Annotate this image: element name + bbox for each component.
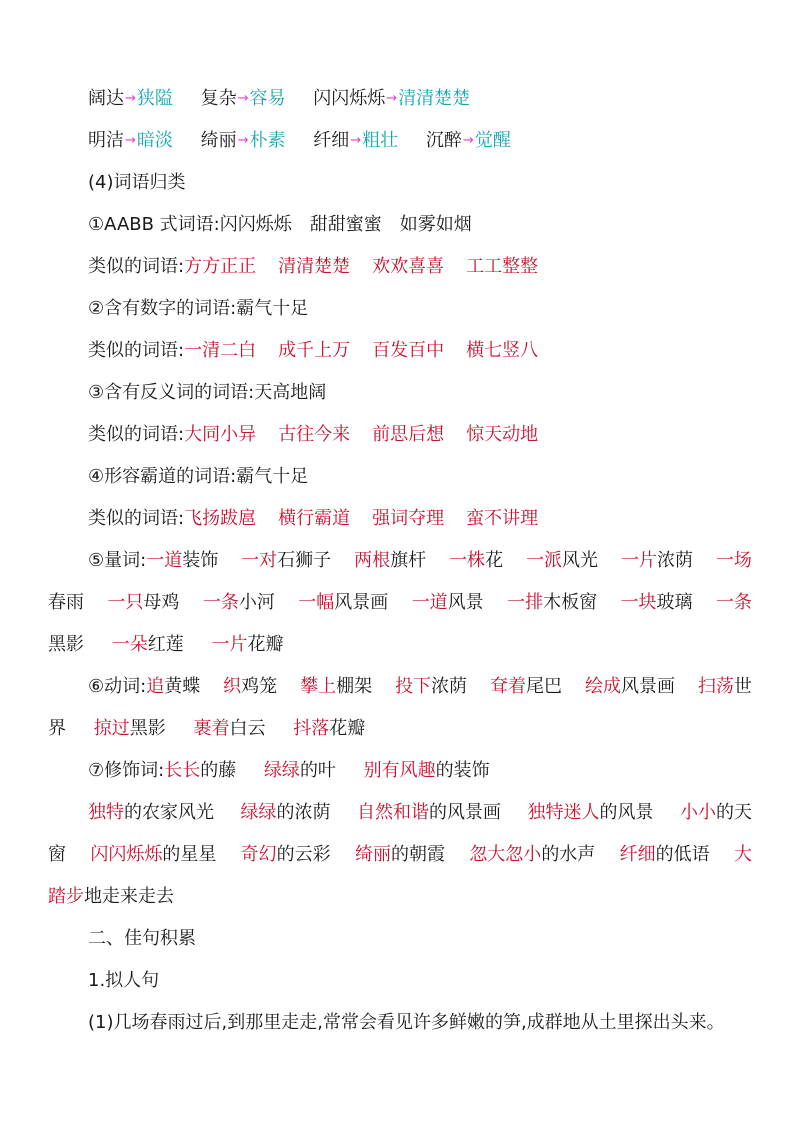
antonym-row-2 bbox=[0, 126, 800, 156]
rest: 棚架 bbox=[336, 676, 373, 697]
antonym-pair bbox=[88, 130, 173, 151]
phrase bbox=[734, 840, 752, 870]
word: 明洁 bbox=[88, 130, 124, 151]
highlight: 攀上 bbox=[300, 676, 337, 697]
phrase bbox=[680, 798, 752, 828]
highlight: 一道 bbox=[146, 550, 183, 571]
highlight: 大 bbox=[733, 844, 752, 865]
phrase bbox=[355, 840, 445, 870]
measure-words-line-2 bbox=[0, 588, 752, 618]
highlight: 投下 bbox=[395, 676, 432, 697]
rest: 花瓣 bbox=[329, 718, 366, 739]
modifiers-line-2 bbox=[0, 798, 752, 828]
highlight: 织 bbox=[223, 676, 242, 697]
phrase bbox=[88, 546, 218, 576]
arrow-icon: → bbox=[462, 133, 474, 148]
rest: 的风景 bbox=[599, 802, 654, 823]
category-bossy: ④形容霸道的词语:霸气十足 bbox=[88, 466, 309, 487]
highlight: 耷着 bbox=[490, 676, 527, 697]
arrow-icon: → bbox=[237, 133, 249, 148]
phrase bbox=[528, 798, 654, 828]
highlight: 长长 bbox=[164, 760, 201, 781]
similar-word: 方方正正 bbox=[184, 256, 257, 277]
similar-prefix: 类似的词语: bbox=[88, 256, 185, 277]
category-aabb: ①AABB 式词语:闪闪烁烁 甜甜蜜蜜 如雾如烟 bbox=[88, 214, 472, 235]
verbs-line-1 bbox=[0, 672, 752, 702]
rest: 黑影 bbox=[48, 634, 84, 655]
antonym-pair bbox=[201, 130, 286, 151]
arrow-icon: → bbox=[386, 91, 398, 106]
antonym-row-1 bbox=[0, 84, 800, 114]
phrase bbox=[223, 672, 277, 702]
phrase bbox=[469, 840, 595, 870]
rest: 的星星 bbox=[162, 844, 217, 865]
phrase bbox=[90, 840, 216, 870]
highlight: 绘成 bbox=[584, 676, 621, 697]
similar-word: 前思后想 bbox=[372, 424, 445, 445]
phrase bbox=[354, 546, 426, 576]
antonym-pair bbox=[313, 130, 398, 151]
similar-prefix: 类似的词语: bbox=[88, 508, 185, 529]
rest: 浓荫 bbox=[656, 550, 693, 571]
section-heading: (4)词语归类 bbox=[88, 172, 186, 193]
phrase bbox=[716, 546, 752, 576]
section-two-heading: 二、佳句积累 bbox=[88, 928, 196, 949]
similar-word: 古往今来 bbox=[278, 424, 351, 445]
similar-word: 飞扬跋扈 bbox=[184, 508, 257, 529]
rest: 风景画 bbox=[334, 592, 389, 613]
example-sentence: (1)几场春雨过后,到那里走走,常常会看见许多鲜嫩的笋,成群地从土里探出头来。 bbox=[88, 1012, 725, 1033]
rest: 地走来走去 bbox=[84, 886, 174, 907]
phrase bbox=[203, 588, 275, 618]
highlight: 一对 bbox=[241, 550, 278, 571]
antonym-pair bbox=[426, 130, 511, 151]
highlight: 奇幻 bbox=[240, 844, 277, 865]
antonym-word: 容易 bbox=[249, 88, 286, 109]
similar-word: 工工整整 bbox=[466, 256, 539, 277]
phrase bbox=[241, 840, 331, 870]
phrase bbox=[507, 588, 597, 618]
highlight: 一朵 bbox=[111, 634, 148, 655]
rest: 春雨 bbox=[48, 592, 84, 613]
similar-words-number bbox=[0, 336, 800, 366]
personification-heading: 1.拟人句 bbox=[88, 970, 160, 991]
antonym-word: 暗淡 bbox=[136, 130, 173, 151]
highlight: 一只 bbox=[107, 592, 144, 613]
rest: 窗 bbox=[48, 844, 66, 865]
rest: 的水声 bbox=[541, 844, 596, 865]
label: ⑥动词: bbox=[88, 676, 147, 697]
similar-word: 清清楚楚 bbox=[278, 256, 351, 277]
rest: 小河 bbox=[238, 592, 275, 613]
highlight: 闪闪烁烁 bbox=[90, 844, 163, 865]
rest: 的云彩 bbox=[276, 844, 331, 865]
word: 纤细 bbox=[313, 130, 350, 151]
phrase bbox=[698, 672, 752, 702]
arrow-icon: → bbox=[237, 91, 249, 106]
highlight: 别有风趣 bbox=[363, 760, 436, 781]
antonym-word: 清清楚楚 bbox=[398, 88, 471, 109]
rest: 木板窗 bbox=[543, 592, 598, 613]
highlight: 一株 bbox=[449, 550, 486, 571]
word: 沉醉 bbox=[425, 130, 462, 151]
antonym-pair bbox=[313, 88, 470, 109]
highlight: 一片 bbox=[620, 550, 657, 571]
highlight: 绿绿 bbox=[263, 760, 300, 781]
similar-word: 百发百中 bbox=[372, 340, 445, 361]
label: ⑦修饰词: bbox=[88, 760, 165, 781]
rest: 风景 bbox=[447, 592, 484, 613]
highlight: 纤细 bbox=[619, 844, 656, 865]
word: 绮丽 bbox=[200, 130, 237, 151]
rest: 的叶 bbox=[299, 760, 336, 781]
category-antonym: ③含有反义词的词语:天高地阔 bbox=[88, 382, 327, 403]
rest: 的朝霞 bbox=[390, 844, 445, 865]
rest: 风景画 bbox=[620, 676, 675, 697]
highlight: 追 bbox=[146, 676, 165, 697]
antonym-word: 粗壮 bbox=[362, 130, 399, 151]
word: 复杂 bbox=[200, 88, 237, 109]
similar-word: 成千上万 bbox=[278, 340, 351, 361]
highlight: 踏步 bbox=[48, 886, 84, 907]
phrase bbox=[490, 672, 562, 702]
highlight: 忽大忽小 bbox=[469, 844, 542, 865]
highlight: 抖落 bbox=[293, 718, 330, 739]
antonym-pair bbox=[201, 88, 286, 109]
phrase bbox=[620, 840, 710, 870]
phrase bbox=[395, 672, 467, 702]
rest: 花瓣 bbox=[247, 634, 284, 655]
similar-word: 大同小异 bbox=[184, 424, 257, 445]
highlight: 独特迷人 bbox=[527, 802, 600, 823]
highlight: 一道 bbox=[411, 592, 448, 613]
phrase bbox=[88, 798, 214, 828]
phrase bbox=[526, 546, 598, 576]
phrase bbox=[585, 672, 675, 702]
rest: 装饰 bbox=[182, 550, 219, 571]
rest: 的低语 bbox=[655, 844, 710, 865]
highlight: 小小 bbox=[680, 802, 716, 823]
highlight: 一场 bbox=[715, 550, 752, 571]
word: 闪闪烁烁 bbox=[313, 88, 386, 109]
similar-prefix: 类似的词语: bbox=[88, 340, 185, 361]
similar-word: 强词夺理 bbox=[372, 508, 445, 529]
similar-word: 蛮不讲理 bbox=[466, 508, 539, 529]
phrase bbox=[241, 798, 331, 828]
highlight: 一排 bbox=[507, 592, 544, 613]
rest: 鸡笼 bbox=[241, 676, 278, 697]
similar-prefix: 类似的词语: bbox=[88, 424, 185, 445]
highlight: 独特 bbox=[88, 802, 124, 823]
rest: 石狮子 bbox=[277, 550, 332, 571]
similar-word: 横行霸道 bbox=[278, 508, 351, 529]
highlight: 绿绿 bbox=[240, 802, 277, 823]
antonym-pair bbox=[88, 88, 173, 109]
verbs-line-2 bbox=[0, 714, 800, 744]
rest: 的装饰 bbox=[435, 760, 490, 781]
rest: 界 bbox=[48, 718, 66, 739]
rest: 旗杆 bbox=[390, 550, 427, 571]
rest: 的藤 bbox=[200, 760, 237, 781]
similar-words-antonym bbox=[0, 420, 800, 450]
label: ⑤量词: bbox=[88, 550, 147, 571]
highlight: 一幅 bbox=[298, 592, 335, 613]
category-number: ②含有数字的词语:霸气十足 bbox=[88, 298, 309, 319]
highlight: 一条 bbox=[202, 592, 239, 613]
phrase bbox=[241, 546, 331, 576]
rest: 的浓荫 bbox=[276, 802, 331, 823]
phrase bbox=[298, 588, 388, 618]
highlight: 掠过 bbox=[93, 718, 130, 739]
highlight: 一片 bbox=[211, 634, 248, 655]
rest: 的农家风光 bbox=[124, 802, 214, 823]
rest: 黑影 bbox=[129, 718, 166, 739]
modifiers-line-3 bbox=[0, 840, 752, 870]
highlight: 绮丽 bbox=[354, 844, 391, 865]
modifiers-line-4 bbox=[0, 882, 800, 912]
measure-words-line-3 bbox=[0, 630, 800, 660]
highlight: 一条 bbox=[715, 592, 752, 613]
phrase bbox=[449, 546, 503, 576]
modifiers-line-1 bbox=[0, 756, 800, 786]
phrase bbox=[621, 546, 693, 576]
antonym-word: 朴素 bbox=[249, 130, 286, 151]
rest: 尾巴 bbox=[526, 676, 563, 697]
rest: 母鸡 bbox=[143, 592, 180, 613]
antonym-word: 狭隘 bbox=[136, 88, 173, 109]
arrow-icon: → bbox=[125, 91, 136, 106]
similar-word: 欢欢喜喜 bbox=[372, 256, 445, 277]
highlight: 扫荡 bbox=[697, 676, 734, 697]
rest: 的天 bbox=[716, 802, 752, 823]
similar-word: 一清二白 bbox=[184, 340, 257, 361]
arrow-icon: → bbox=[350, 133, 362, 148]
rest: 玻璃 bbox=[656, 592, 693, 613]
similar-word: 惊天动地 bbox=[466, 424, 539, 445]
rest: 浓荫 bbox=[431, 676, 468, 697]
similar-words-bossy bbox=[0, 504, 800, 534]
highlight: 两根 bbox=[354, 550, 391, 571]
rest: 白云 bbox=[229, 718, 266, 739]
phrase bbox=[716, 588, 752, 618]
word: 阔达 bbox=[88, 88, 124, 109]
phrase bbox=[107, 588, 179, 618]
phrase bbox=[357, 798, 501, 828]
similar-word: 横七竖八 bbox=[466, 340, 539, 361]
highlight: 自然和谐 bbox=[357, 802, 429, 823]
similar-words-aabb bbox=[0, 252, 800, 282]
rest: 世 bbox=[733, 676, 752, 697]
phrase bbox=[621, 588, 693, 618]
phrase bbox=[88, 672, 200, 702]
rest: 风光 bbox=[562, 550, 599, 571]
phrase bbox=[300, 672, 372, 702]
rest: 红莲 bbox=[147, 634, 184, 655]
rest: 花 bbox=[485, 550, 504, 571]
highlight: 裹着 bbox=[193, 718, 230, 739]
phrase bbox=[412, 588, 484, 618]
arrow-icon: → bbox=[125, 133, 136, 148]
antonym-word: 觉醒 bbox=[474, 130, 511, 151]
highlight: 一派 bbox=[526, 550, 563, 571]
rest: 的风景画 bbox=[429, 802, 501, 823]
highlight: 一块 bbox=[620, 592, 657, 613]
measure-words-line-1 bbox=[0, 546, 752, 576]
rest: 黄蝶 bbox=[164, 676, 201, 697]
